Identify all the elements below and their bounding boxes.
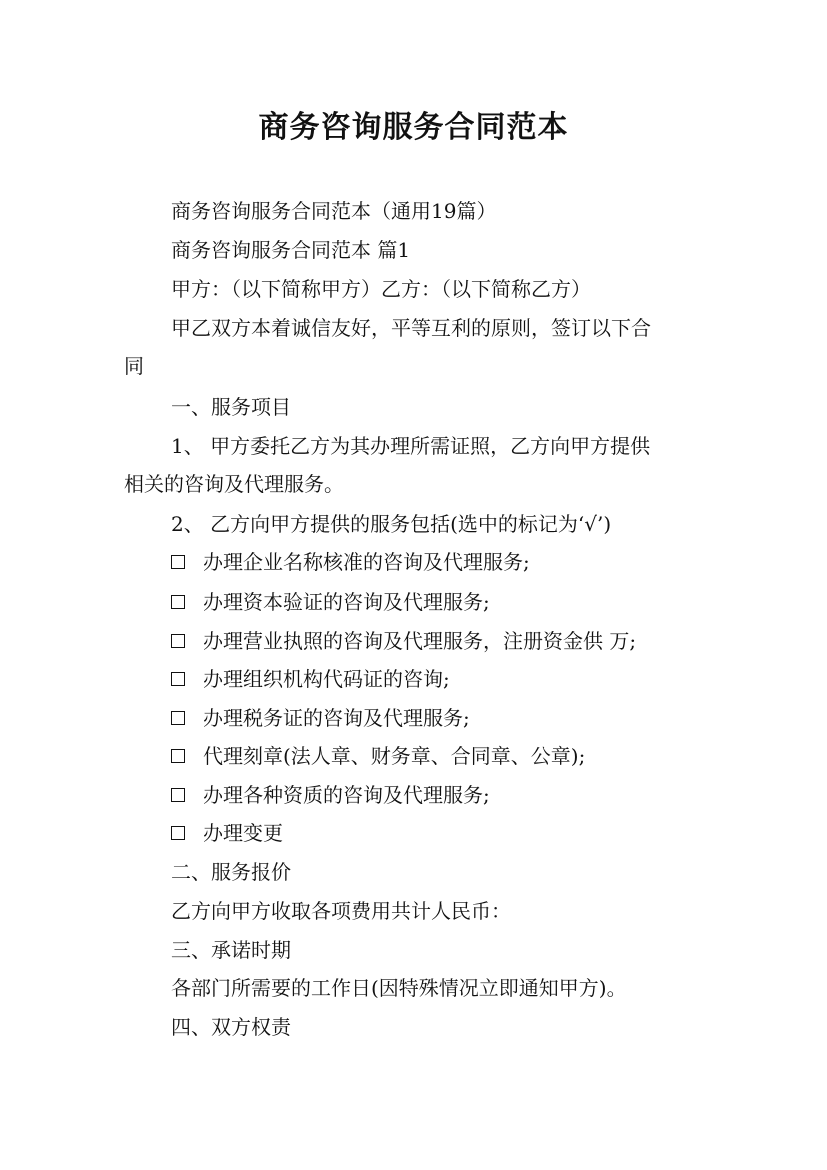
service-item-1-line-1: 1、 甲方委托乙方为其办理所需证照，乙方向甲方提供 — [171, 434, 651, 458]
intro-title: 商务咨询服务合同范本（通用19篇） — [171, 199, 497, 223]
checkbox-icon[interactable] — [171, 749, 185, 763]
price-text: 乙方向甲方收取各项费用共计人民币： — [171, 899, 511, 923]
service-item-1-line-2: 相关的咨询及代理服务。 — [124, 472, 344, 496]
principle-line-2: 同 — [124, 354, 144, 378]
service-option — [171, 588, 490, 616]
period-text: 各部门所需要的工作日(因特殊情况立即通知甲方)。 — [171, 976, 627, 1000]
parties-line: 甲方：（以下简称甲方）乙方：（以下简称乙方） — [171, 277, 591, 301]
section-heading-services: 一、服务项目 — [171, 395, 291, 419]
service-option-label: 办理变更 — [203, 821, 283, 845]
service-option — [171, 742, 585, 770]
checkbox-icon[interactable] — [171, 788, 185, 802]
service-option-label: 办理企业名称核准的咨询及代理服务; — [203, 550, 530, 574]
section-heading-period: 三、承诺时期 — [171, 938, 291, 962]
service-option-label: 办理各种资质的咨询及代理服务; — [203, 783, 490, 807]
service-option-label: 办理营业执照的咨询及代理服务，注册资金供 万; — [203, 629, 637, 653]
principle-line-1: 甲乙双方本着诚信友好，平等互利的原则，签订以下合 — [171, 316, 651, 340]
service-option-label: 办理税务证的咨询及代理服务; — [203, 706, 470, 730]
service-option-label: 办理资本验证的咨询及代理服务; — [203, 590, 490, 614]
document-title: 商务咨询服务合同范本 — [258, 110, 569, 145]
checkbox-icon[interactable] — [171, 555, 185, 569]
service-option — [171, 627, 636, 655]
checkbox-icon[interactable] — [171, 826, 185, 840]
service-option-label: 代理刻章(法人章、财务章、合同章、公章); — [203, 744, 586, 768]
section-heading-rights: 四、双方权责 — [171, 1015, 291, 1039]
service-option — [171, 819, 283, 847]
checkbox-icon[interactable] — [171, 595, 185, 609]
checkbox-icon[interactable] — [171, 672, 185, 686]
service-option — [171, 665, 450, 693]
service-option — [171, 548, 530, 576]
service-option — [171, 704, 470, 732]
checkbox-icon[interactable] — [171, 711, 185, 725]
service-item-2: 2、 乙方向甲方提供的服务包括(选中的标记为‘√’) — [171, 512, 612, 536]
article-title: 商务咨询服务合同范本 篇1 — [171, 238, 411, 262]
checkbox-icon[interactable] — [171, 634, 185, 648]
service-option — [171, 781, 490, 809]
section-heading-price: 二、服务报价 — [171, 860, 291, 884]
service-option-label: 办理组织机构代码证的咨询; — [203, 667, 450, 691]
